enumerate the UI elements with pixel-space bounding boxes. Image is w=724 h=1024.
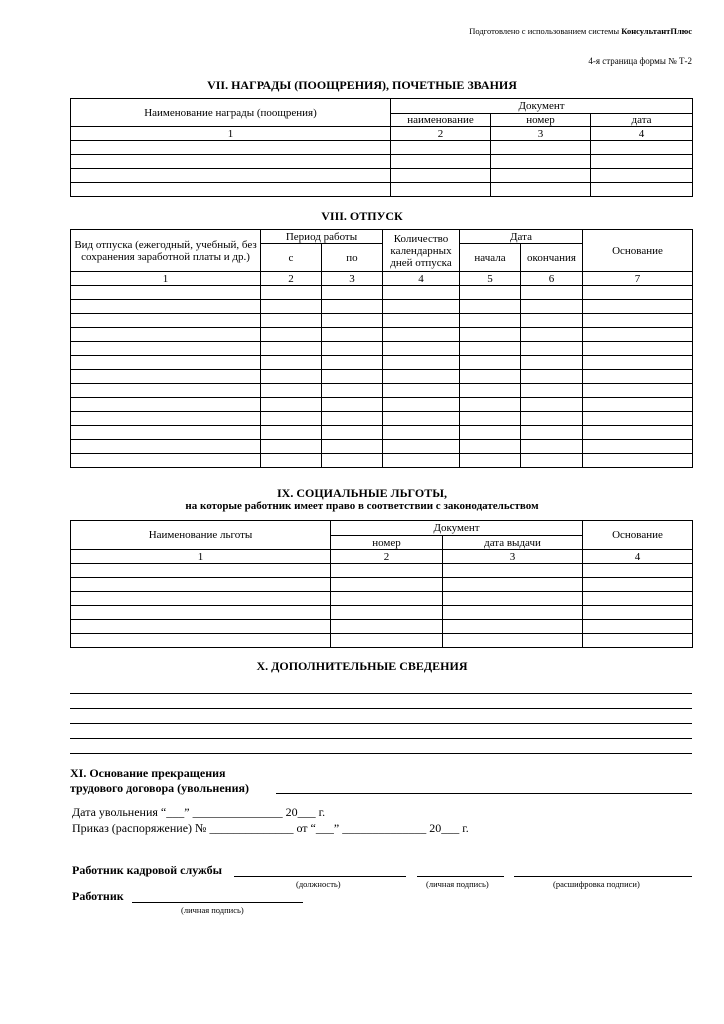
additional-title: X. ДОПОЛНИТЕЛЬНЫЕ СВЕДЕНИЯ — [256, 659, 468, 673]
cell[interactable] — [583, 384, 693, 398]
additional-line-2[interactable] — [70, 708, 692, 709]
cell[interactable] — [331, 620, 443, 634]
col-number: 5 — [460, 272, 521, 286]
cell[interactable] — [322, 314, 383, 328]
table-row — [71, 384, 693, 398]
caption-employee-signature: (личная подпись) — [181, 905, 244, 915]
leave-col-basis: Основание — [583, 230, 693, 272]
cell[interactable] — [583, 620, 693, 634]
cell[interactable] — [583, 634, 693, 648]
table-row — [71, 141, 693, 155]
cell[interactable] — [583, 578, 693, 592]
benefits-table — [70, 520, 693, 648]
cell[interactable] — [322, 328, 383, 342]
cell[interactable] — [261, 314, 322, 328]
cell[interactable] — [521, 412, 583, 426]
col-number: 2 — [261, 272, 322, 286]
cell[interactable] — [583, 398, 693, 412]
table-row — [71, 314, 693, 328]
cell[interactable] — [71, 398, 261, 412]
cell[interactable] — [322, 370, 383, 384]
table-row — [71, 155, 693, 169]
cell[interactable] — [71, 155, 391, 169]
cell[interactable] — [322, 412, 383, 426]
col-number: 3 — [443, 550, 583, 564]
cell[interactable] — [383, 286, 460, 300]
cell[interactable] — [583, 342, 693, 356]
leave-col-days: Количество календарных дней отпуска — [383, 230, 460, 272]
cell[interactable] — [322, 426, 383, 440]
cell[interactable] — [460, 314, 521, 328]
table-row — [71, 592, 693, 606]
cell[interactable] — [443, 578, 583, 592]
cell[interactable] — [261, 342, 322, 356]
cell[interactable] — [460, 426, 521, 440]
cell[interactable] — [71, 634, 331, 648]
cell[interactable] — [71, 342, 261, 356]
cell[interactable] — [443, 606, 583, 620]
caption-signature: (личная подпись) — [426, 879, 489, 889]
cell[interactable] — [322, 356, 383, 370]
cell[interactable] — [71, 426, 261, 440]
cell[interactable] — [443, 634, 583, 648]
table-row — [71, 183, 693, 197]
cell[interactable] — [322, 286, 383, 300]
table-row — [71, 286, 693, 300]
cell[interactable] — [261, 454, 322, 468]
leave-col-date: Дата — [460, 230, 583, 244]
cell[interactable] — [391, 169, 491, 183]
cell[interactable] — [331, 634, 443, 648]
table-row — [71, 356, 693, 370]
table-row — [71, 328, 693, 342]
cell[interactable] — [261, 300, 322, 314]
cell[interactable] — [583, 328, 693, 342]
leave-col-from: с — [261, 244, 322, 272]
cell[interactable] — [583, 412, 693, 426]
cell[interactable] — [583, 426, 693, 440]
hr-position-line[interactable] — [234, 876, 406, 877]
additional-line-3[interactable] — [70, 723, 692, 724]
awards-col-name: Наименование награды (поощрения) — [71, 99, 391, 127]
additional-line-1[interactable] — [70, 693, 692, 694]
cell[interactable] — [460, 454, 521, 468]
cell[interactable] — [391, 155, 491, 169]
cell[interactable] — [583, 606, 693, 620]
cell[interactable] — [521, 342, 583, 356]
cell[interactable] — [460, 440, 521, 454]
page-label: 4-я страница формы № Т-2 — [588, 56, 692, 66]
cell[interactable] — [383, 454, 460, 468]
benefits-num-row — [71, 550, 693, 564]
cell[interactable] — [460, 300, 521, 314]
cell[interactable] — [521, 440, 583, 454]
cell[interactable] — [71, 578, 331, 592]
cell[interactable] — [261, 328, 322, 342]
cell[interactable] — [322, 398, 383, 412]
benefits-subtitle: на которые работник имеет право в соответствии с законодательством — [185, 500, 539, 512]
col-number: 3 — [322, 272, 383, 286]
cell[interactable] — [583, 370, 693, 384]
leave-table — [70, 229, 693, 468]
cell[interactable] — [261, 398, 322, 412]
cell[interactable] — [521, 328, 583, 342]
cell[interactable] — [491, 169, 591, 183]
cell[interactable] — [383, 440, 460, 454]
cell[interactable] — [322, 300, 383, 314]
prepared-brand: КонсультантПлюс — [621, 26, 692, 36]
cell[interactable] — [71, 356, 261, 370]
cell[interactable] — [322, 342, 383, 356]
cell[interactable] — [383, 384, 460, 398]
table-row — [71, 454, 693, 468]
leave-col-to: по — [322, 244, 383, 272]
col-number: 2 — [391, 127, 491, 141]
cell[interactable] — [322, 454, 383, 468]
cell[interactable] — [261, 426, 322, 440]
leave-col-type: Вид отпуска (ежегодный, учебный, без сохранения заработной платы и др.) — [71, 230, 261, 272]
cell[interactable] — [583, 300, 693, 314]
cell[interactable] — [71, 314, 261, 328]
leave-num-row — [71, 272, 693, 286]
cell[interactable] — [591, 183, 693, 197]
table-row — [71, 564, 693, 578]
cell[interactable] — [591, 141, 693, 155]
leave-col-start: начала — [460, 244, 521, 272]
cell[interactable] — [331, 578, 443, 592]
awards-num-row — [71, 127, 693, 141]
cell[interactable] — [391, 141, 491, 155]
additional-line-5[interactable] — [70, 753, 692, 754]
cell[interactable] — [261, 412, 322, 426]
table-row — [71, 412, 693, 426]
cell[interactable] — [71, 286, 261, 300]
cell[interactable] — [583, 286, 693, 300]
col-number: 4 — [591, 127, 693, 141]
leave-col-period: Период работы — [261, 230, 383, 244]
cell[interactable] — [583, 356, 693, 370]
termination-basis-line[interactable] — [276, 793, 692, 794]
employee-signature-line[interactable] — [132, 902, 303, 903]
benefits-col-basis: Основание — [583, 521, 693, 550]
cell[interactable] — [322, 440, 383, 454]
cell[interactable] — [460, 412, 521, 426]
leave-col-end: окончания — [521, 244, 583, 272]
col-number: 1 — [71, 272, 261, 286]
cell[interactable] — [71, 328, 261, 342]
cell[interactable] — [71, 183, 391, 197]
cell[interactable] — [521, 314, 583, 328]
cell[interactable] — [460, 370, 521, 384]
cell[interactable] — [71, 169, 391, 183]
table-row — [71, 398, 693, 412]
cell[interactable] — [261, 286, 322, 300]
table-row — [71, 169, 693, 183]
cell[interactable] — [71, 384, 261, 398]
cell[interactable] — [383, 356, 460, 370]
col-number: 3 — [491, 127, 591, 141]
cell[interactable] — [71, 592, 331, 606]
table-row — [71, 342, 693, 356]
cell[interactable] — [583, 592, 693, 606]
cell[interactable] — [521, 286, 583, 300]
prepared-prefix: Подготовлено с использованием системы — [469, 26, 620, 36]
cell[interactable] — [460, 286, 521, 300]
cell[interactable] — [383, 398, 460, 412]
benefits-col-document: Документ — [331, 521, 583, 536]
col-number: 2 — [331, 550, 443, 564]
prepared-note — [469, 26, 692, 36]
cell[interactable] — [71, 440, 261, 454]
employee-label: Работник — [72, 889, 124, 903]
caption-position: (должность) — [296, 879, 341, 889]
col-number: 6 — [521, 272, 583, 286]
cell[interactable] — [331, 592, 443, 606]
cell[interactable] — [71, 370, 261, 384]
table-row — [71, 440, 693, 454]
table-row — [71, 620, 693, 634]
hr-label: Работник кадровой службы — [72, 863, 222, 877]
cell[interactable] — [71, 454, 261, 468]
cell[interactable] — [331, 564, 443, 578]
benefits-col-number: номер — [331, 536, 443, 550]
awards-col-document: Документ — [391, 99, 693, 114]
additional-line-4[interactable] — [70, 738, 692, 739]
termination-title-2: трудового договора (увольнения) — [70, 781, 249, 795]
cell[interactable] — [491, 155, 591, 169]
order-line: Приказ (распоряжение) № ______________ от “___” ______________ 20___ г. — [72, 821, 469, 835]
termination-title-1: XI. Основание прекращения — [70, 766, 226, 780]
cell[interactable] — [460, 384, 521, 398]
cell[interactable] — [331, 606, 443, 620]
cell[interactable] — [521, 384, 583, 398]
cell[interactable] — [383, 342, 460, 356]
cell[interactable] — [521, 300, 583, 314]
cell[interactable] — [261, 370, 322, 384]
caption-decoding: (расшифровка подписи) — [553, 879, 640, 889]
benefits-col-issue-date: дата выдачи — [443, 536, 583, 550]
cell[interactable] — [443, 620, 583, 634]
col-number: 4 — [383, 272, 460, 286]
cell[interactable] — [583, 454, 693, 468]
cell[interactable] — [71, 300, 261, 314]
cell[interactable] — [71, 606, 331, 620]
table-row — [71, 606, 693, 620]
cell[interactable] — [383, 300, 460, 314]
awards-table — [70, 98, 693, 197]
cell[interactable] — [521, 356, 583, 370]
cell[interactable] — [71, 412, 261, 426]
cell[interactable] — [383, 426, 460, 440]
awards-col-doc-date: дата — [591, 114, 693, 127]
table-row — [71, 634, 693, 648]
cell[interactable] — [460, 398, 521, 412]
cell[interactable] — [443, 564, 583, 578]
cell[interactable] — [383, 412, 460, 426]
cell[interactable] — [491, 183, 591, 197]
cell[interactable] — [443, 592, 583, 606]
cell[interactable] — [521, 370, 583, 384]
dismissal-date: Дата увольнения “___” _______________ 20___ г. — [72, 805, 326, 819]
table-row — [71, 578, 693, 592]
cell[interactable] — [591, 155, 693, 169]
cell[interactable] — [491, 141, 591, 155]
cell[interactable] — [383, 328, 460, 342]
cell[interactable] — [383, 314, 460, 328]
cell[interactable] — [521, 426, 583, 440]
benefits-title: IX. СОЦИАЛЬНЫЕ ЛЬГОТЫ, — [277, 486, 447, 500]
cell[interactable] — [583, 314, 693, 328]
cell[interactable] — [460, 342, 521, 356]
cell[interactable] — [71, 564, 331, 578]
cell[interactable] — [322, 384, 383, 398]
cell[interactable] — [460, 328, 521, 342]
table-row — [71, 370, 693, 384]
col-number: 7 — [583, 272, 693, 286]
hr-decoding-line[interactable] — [514, 876, 692, 877]
cell[interactable] — [391, 183, 491, 197]
cell[interactable] — [460, 356, 521, 370]
col-number: 1 — [71, 127, 391, 141]
benefits-col-name: Наименование льготы — [71, 521, 331, 550]
col-number: 1 — [71, 550, 331, 564]
awards-title: VII. НАГРАДЫ (ПООЩРЕНИЯ), ПОЧЕТНЫЕ ЗВАНИЯ — [207, 78, 517, 92]
cell[interactable] — [71, 620, 331, 634]
awards-col-doc-number: номер — [491, 114, 591, 127]
table-row — [71, 426, 693, 440]
table-row — [71, 300, 693, 314]
cell[interactable] — [261, 384, 322, 398]
cell[interactable] — [591, 169, 693, 183]
cell[interactable] — [261, 440, 322, 454]
cell[interactable] — [261, 356, 322, 370]
cell[interactable] — [521, 398, 583, 412]
cell[interactable] — [383, 370, 460, 384]
cell[interactable] — [521, 454, 583, 468]
col-number: 4 — [583, 550, 693, 564]
cell[interactable] — [71, 141, 391, 155]
hr-signature-line[interactable] — [417, 876, 504, 877]
cell[interactable] — [583, 564, 693, 578]
awards-col-doc-name: наименование — [391, 114, 491, 127]
leave-title: VIII. ОТПУСК — [321, 209, 403, 223]
cell[interactable] — [583, 440, 693, 454]
